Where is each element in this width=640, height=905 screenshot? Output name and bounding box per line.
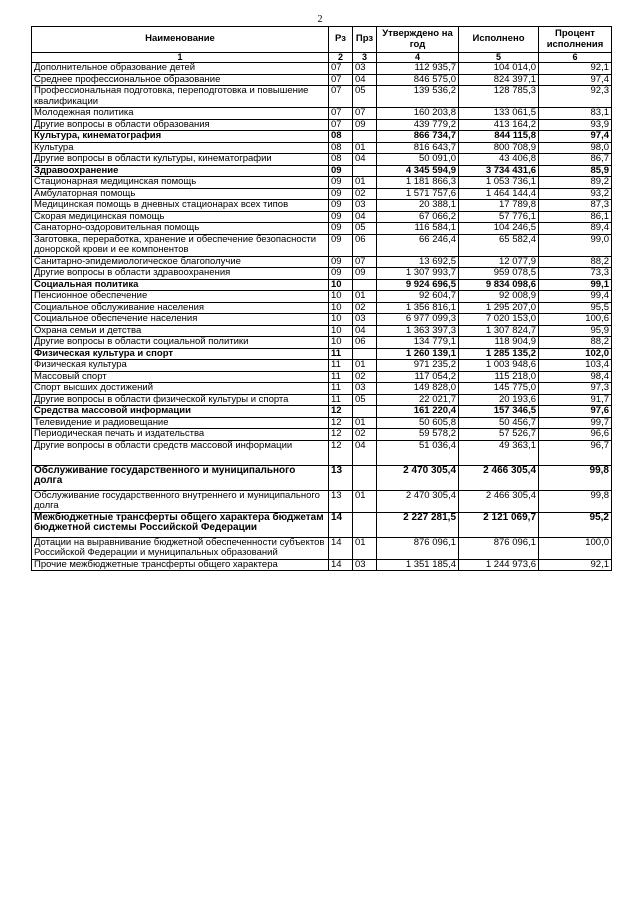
row-plan-cell: 971 235,2 xyxy=(377,360,459,372)
row-name-cell: Социальное обеспечение населения xyxy=(32,314,329,326)
row-plan-cell: 4 345 594,9 xyxy=(377,165,459,177)
row-name-cell: Санитарно-эпидемиологическое благополучие xyxy=(32,256,329,268)
row-plan-cell: 1 307 993,7 xyxy=(377,268,459,280)
table-row xyxy=(32,200,612,212)
table-row xyxy=(32,314,612,326)
row-done-cell: 145 775,0 xyxy=(459,383,539,395)
row-prz-cell: 02 xyxy=(353,429,377,441)
row-done-cell: 92 008,9 xyxy=(459,291,539,303)
row-name-cell: Заготовка, переработка, хранение и обеспечение безопасности донорской крови и ее компонентов xyxy=(32,234,329,256)
row-done-cell: 1 244 973,6 xyxy=(459,559,539,571)
row-rz-cell: 09 xyxy=(329,234,353,256)
table-row xyxy=(32,63,612,75)
row-plan-cell: 13 692,5 xyxy=(377,256,459,268)
row-rz-cell: 10 xyxy=(329,291,353,303)
column-number: 3 xyxy=(353,53,377,63)
row-pct-cell: 96,6 xyxy=(539,429,612,441)
row-pct-cell: 99,8 xyxy=(539,465,612,490)
row-plan-cell: 866 734,7 xyxy=(377,131,459,143)
row-done-cell: 20 193,6 xyxy=(459,394,539,406)
row-plan-cell: 51 036,4 xyxy=(377,440,459,465)
row-rz-cell: 12 xyxy=(329,406,353,418)
row-prz-cell: 01 xyxy=(353,177,377,189)
row-plan-cell: 66 246,4 xyxy=(377,234,459,256)
row-prz-cell: 04 xyxy=(353,440,377,465)
row-done-cell: 413 164,2 xyxy=(459,119,539,131)
row-pct-cell: 83,1 xyxy=(539,108,612,120)
row-name-cell: Спорт высших достижений xyxy=(32,383,329,395)
row-plan-cell: 2 470 305,4 xyxy=(377,465,459,490)
row-name-cell: Другие вопросы в области средств массовой информации xyxy=(32,440,329,465)
row-done-cell: 104 014,0 xyxy=(459,63,539,75)
row-name-cell: Молодежная политика xyxy=(32,108,329,120)
row-done-cell: 1 464 144,4 xyxy=(459,188,539,200)
row-plan-cell: 439 779,2 xyxy=(377,119,459,131)
row-rz-cell: 11 xyxy=(329,348,353,360)
row-plan-cell: 20 388,1 xyxy=(377,200,459,212)
row-rz-cell: 09 xyxy=(329,188,353,200)
row-name-cell: Другие вопросы в области социальной политики xyxy=(32,337,329,349)
row-pct-cell: 92,1 xyxy=(539,559,612,571)
table-row xyxy=(32,142,612,154)
row-name-cell: Культура xyxy=(32,142,329,154)
row-plan-cell: 2 227 281,5 xyxy=(377,512,459,537)
row-name-cell: Охрана семьи и детства xyxy=(32,325,329,337)
row-plan-cell: 846 575,0 xyxy=(377,74,459,86)
table-row xyxy=(32,302,612,314)
row-name-cell: Амбулаторная помощь xyxy=(32,188,329,200)
row-rz-cell: 08 xyxy=(329,131,353,143)
row-plan-cell: 1 351 185,4 xyxy=(377,559,459,571)
column-number: 5 xyxy=(459,53,539,63)
row-prz-cell: 05 xyxy=(353,394,377,406)
row-name-cell: Культура, кинематография xyxy=(32,131,329,143)
row-prz-cell: 06 xyxy=(353,234,377,256)
row-prz-cell: 05 xyxy=(353,223,377,235)
row-pct-cell: 92,1 xyxy=(539,63,612,75)
row-done-cell: 50 456,7 xyxy=(459,417,539,429)
row-done-cell: 17 789,8 xyxy=(459,200,539,212)
table-row xyxy=(32,429,612,441)
row-done-cell: 128 785,3 xyxy=(459,86,539,108)
row-prz-cell: 04 xyxy=(353,74,377,86)
row-pct-cell: 98,0 xyxy=(539,142,612,154)
row-done-cell: 12 077,9 xyxy=(459,256,539,268)
row-rz-cell: 14 xyxy=(329,537,353,559)
row-pct-cell: 89,4 xyxy=(539,223,612,235)
row-prz-cell: 01 xyxy=(353,142,377,154)
row-name-cell: Санаторно-оздоровительная помощь xyxy=(32,223,329,235)
table-row xyxy=(32,559,612,571)
table-row xyxy=(32,211,612,223)
table-row xyxy=(32,268,612,280)
header-prz: Прз xyxy=(353,27,377,53)
row-rz-cell: 09 xyxy=(329,223,353,235)
table-row xyxy=(32,360,612,372)
row-name-cell: Скорая медицинская помощь xyxy=(32,211,329,223)
row-pct-cell: 99,0 xyxy=(539,234,612,256)
row-done-cell: 876 096,1 xyxy=(459,537,539,559)
row-prz-cell: 02 xyxy=(353,371,377,383)
row-prz-cell xyxy=(353,348,377,360)
row-name-cell: Профессиональная подготовка, переподготовка и повышение квалификации xyxy=(32,86,329,108)
row-rz-cell: 10 xyxy=(329,314,353,326)
row-rz-cell: 13 xyxy=(329,490,353,512)
row-plan-cell: 161 220,4 xyxy=(377,406,459,418)
row-plan-cell: 139 536,2 xyxy=(377,86,459,108)
header-plan: Утверждено на год xyxy=(377,27,459,53)
header-pct: Процент исполнения xyxy=(539,27,612,53)
row-plan-cell: 117 054,2 xyxy=(377,371,459,383)
table-row xyxy=(32,325,612,337)
row-plan-cell: 9 924 696,5 xyxy=(377,279,459,291)
row-plan-cell: 1 356 816,1 xyxy=(377,302,459,314)
row-prz-cell: 03 xyxy=(353,200,377,212)
row-name-cell: Прочие межбюджетные трансферты общего характера xyxy=(32,559,329,571)
table-row xyxy=(32,154,612,166)
row-done-cell: 1 003 948,6 xyxy=(459,360,539,372)
row-prz-cell xyxy=(353,279,377,291)
row-plan-cell: 1 363 397,3 xyxy=(377,325,459,337)
table-section-row xyxy=(32,279,612,291)
row-prz-cell: 03 xyxy=(353,314,377,326)
header-rz: Рз xyxy=(329,27,353,53)
row-name-cell: Массовый спорт xyxy=(32,371,329,383)
row-pct-cell: 97,4 xyxy=(539,74,612,86)
row-plan-cell: 92 604,7 xyxy=(377,291,459,303)
row-pct-cell: 99,1 xyxy=(539,279,612,291)
row-plan-cell: 149 828,0 xyxy=(377,383,459,395)
row-prz-cell: 02 xyxy=(353,188,377,200)
row-rz-cell: 10 xyxy=(329,279,353,291)
column-number-row xyxy=(32,53,612,63)
table-row xyxy=(32,108,612,120)
row-done-cell: 1 307 824,7 xyxy=(459,325,539,337)
row-pct-cell: 88,2 xyxy=(539,256,612,268)
table-row xyxy=(32,234,612,256)
row-pct-cell: 100,0 xyxy=(539,537,612,559)
table-row xyxy=(32,291,612,303)
row-done-cell: 844 115,8 xyxy=(459,131,539,143)
column-number: 6 xyxy=(539,53,612,63)
row-name-cell: Дополнительное образование детей xyxy=(32,63,329,75)
row-done-cell: 57 776,1 xyxy=(459,211,539,223)
row-plan-cell: 2 470 305,4 xyxy=(377,490,459,512)
row-rz-cell: 14 xyxy=(329,559,353,571)
row-prz-cell: 01 xyxy=(353,490,377,512)
row-name-cell: Другие вопросы в области культуры, кинематографии xyxy=(32,154,329,166)
row-pct-cell: 95,5 xyxy=(539,302,612,314)
table-row xyxy=(32,490,612,512)
row-plan-cell: 134 779,1 xyxy=(377,337,459,349)
row-rz-cell: 12 xyxy=(329,429,353,441)
table-row xyxy=(32,383,612,395)
row-name-cell: Другие вопросы в области здравоохранения xyxy=(32,268,329,280)
row-pct-cell: 86,7 xyxy=(539,154,612,166)
row-done-cell: 118 904,9 xyxy=(459,337,539,349)
row-pct-cell: 91,7 xyxy=(539,394,612,406)
row-pct-cell: 95,2 xyxy=(539,512,612,537)
row-pct-cell: 99,4 xyxy=(539,291,612,303)
row-done-cell: 2 466 305,4 xyxy=(459,490,539,512)
row-rz-cell: 09 xyxy=(329,165,353,177)
row-pct-cell: 97,3 xyxy=(539,383,612,395)
column-number: 1 xyxy=(32,53,329,63)
row-name-cell: Другие вопросы в области образования xyxy=(32,119,329,131)
table-section-row xyxy=(32,465,612,490)
row-rz-cell: 13 xyxy=(329,465,353,490)
row-done-cell: 65 582,4 xyxy=(459,234,539,256)
row-rz-cell: 11 xyxy=(329,371,353,383)
column-number: 2 xyxy=(329,53,353,63)
row-rz-cell: 12 xyxy=(329,417,353,429)
row-done-cell: 49 363,1 xyxy=(459,440,539,465)
row-done-cell: 9 834 098,6 xyxy=(459,279,539,291)
row-prz-cell: 04 xyxy=(353,211,377,223)
row-name-cell: Физическая культура и спорт xyxy=(32,348,329,360)
row-pct-cell: 102,0 xyxy=(539,348,612,360)
row-pct-cell: 85,9 xyxy=(539,165,612,177)
row-prz-cell: 02 xyxy=(353,302,377,314)
table-section-row xyxy=(32,131,612,143)
row-name-cell: Медицинская помощь в дневных стационарах всех типов xyxy=(32,200,329,212)
row-rz-cell: 08 xyxy=(329,154,353,166)
table-row xyxy=(32,119,612,131)
row-prz-cell: 01 xyxy=(353,537,377,559)
table-row xyxy=(32,440,612,465)
row-rz-cell: 09 xyxy=(329,268,353,280)
row-prz-cell xyxy=(353,512,377,537)
table-row xyxy=(32,417,612,429)
row-name-cell: Социальная политика xyxy=(32,279,329,291)
row-rz-cell: 07 xyxy=(329,86,353,108)
row-plan-cell: 22 021,7 xyxy=(377,394,459,406)
row-plan-cell: 876 096,1 xyxy=(377,537,459,559)
table-section-row xyxy=(32,165,612,177)
row-name-cell: Обслуживание государственного и муниципального долга xyxy=(32,465,329,490)
row-done-cell: 104 246,5 xyxy=(459,223,539,235)
row-plan-cell: 1 181 866,3 xyxy=(377,177,459,189)
row-prz-cell: 05 xyxy=(353,86,377,108)
row-pct-cell: 103,4 xyxy=(539,360,612,372)
row-done-cell: 57 526,7 xyxy=(459,429,539,441)
row-rz-cell: 09 xyxy=(329,177,353,189)
row-plan-cell: 112 935,7 xyxy=(377,63,459,75)
table-row xyxy=(32,537,612,559)
table-row xyxy=(32,337,612,349)
row-pct-cell: 86,1 xyxy=(539,211,612,223)
row-pct-cell: 95,9 xyxy=(539,325,612,337)
row-prz-cell xyxy=(353,406,377,418)
row-pct-cell: 97,4 xyxy=(539,131,612,143)
row-rz-cell: 12 xyxy=(329,440,353,465)
row-prz-cell: 03 xyxy=(353,559,377,571)
table-section-row xyxy=(32,406,612,418)
row-pct-cell: 89,2 xyxy=(539,177,612,189)
row-done-cell: 157 346,5 xyxy=(459,406,539,418)
table-section-row xyxy=(32,512,612,537)
row-name-cell: Дотации на выравнивание бюджетной обеспеченности субъектов Российской Федерации и муниципальных образований xyxy=(32,537,329,559)
header-name: Наименование xyxy=(32,27,329,53)
table-row xyxy=(32,86,612,108)
row-pct-cell: 99,7 xyxy=(539,417,612,429)
table-body xyxy=(32,63,612,571)
table-row xyxy=(32,371,612,383)
row-done-cell: 1 053 736,1 xyxy=(459,177,539,189)
row-done-cell: 824 397,1 xyxy=(459,74,539,86)
row-pct-cell: 93,9 xyxy=(539,119,612,131)
header-done: Исполнено xyxy=(459,27,539,53)
row-pct-cell: 87,3 xyxy=(539,200,612,212)
row-name-cell: Стационарная медицинская помощь xyxy=(32,177,329,189)
row-rz-cell: 07 xyxy=(329,74,353,86)
row-rz-cell: 11 xyxy=(329,383,353,395)
row-rz-cell: 09 xyxy=(329,256,353,268)
row-done-cell: 43 406,8 xyxy=(459,154,539,166)
row-rz-cell: 10 xyxy=(329,302,353,314)
row-done-cell: 2 121 069,7 xyxy=(459,512,539,537)
row-plan-cell: 59 578,2 xyxy=(377,429,459,441)
row-plan-cell: 116 584,1 xyxy=(377,223,459,235)
column-number: 4 xyxy=(377,53,459,63)
row-name-cell: Социальное обслуживание населения xyxy=(32,302,329,314)
row-pct-cell: 99,8 xyxy=(539,490,612,512)
row-pct-cell: 100,6 xyxy=(539,314,612,326)
table-section-row xyxy=(32,348,612,360)
row-done-cell: 133 061,5 xyxy=(459,108,539,120)
row-rz-cell: 10 xyxy=(329,325,353,337)
row-done-cell: 115 218,0 xyxy=(459,371,539,383)
row-done-cell: 959 078,5 xyxy=(459,268,539,280)
row-prz-cell: 07 xyxy=(353,256,377,268)
row-pct-cell: 92,3 xyxy=(539,86,612,108)
row-rz-cell: 07 xyxy=(329,119,353,131)
row-pct-cell: 98,4 xyxy=(539,371,612,383)
row-prz-cell: 04 xyxy=(353,154,377,166)
row-prz-cell: 03 xyxy=(353,63,377,75)
row-name-cell: Телевидение и радиовещание xyxy=(32,417,329,429)
row-prz-cell xyxy=(353,165,377,177)
row-done-cell: 1 295 207,0 xyxy=(459,302,539,314)
row-rz-cell: 10 xyxy=(329,337,353,349)
row-pct-cell: 97,6 xyxy=(539,406,612,418)
row-done-cell: 2 466 305,4 xyxy=(459,465,539,490)
row-rz-cell: 14 xyxy=(329,512,353,537)
row-done-cell: 1 285 135,2 xyxy=(459,348,539,360)
row-plan-cell: 1 571 757,6 xyxy=(377,188,459,200)
row-rz-cell: 09 xyxy=(329,200,353,212)
row-rz-cell: 07 xyxy=(329,63,353,75)
row-prz-cell: 01 xyxy=(353,360,377,372)
row-prz-cell: 09 xyxy=(353,268,377,280)
row-prz-cell: 03 xyxy=(353,383,377,395)
row-prz-cell: 06 xyxy=(353,337,377,349)
row-name-cell: Обслуживание государственного внутреннего и муниципального долга xyxy=(32,490,329,512)
row-done-cell: 7 020 153,0 xyxy=(459,314,539,326)
row-pct-cell: 93,2 xyxy=(539,188,612,200)
page-number: 2 xyxy=(317,14,323,25)
row-prz-cell xyxy=(353,465,377,490)
row-pct-cell: 73,3 xyxy=(539,268,612,280)
row-done-cell: 800 708,9 xyxy=(459,142,539,154)
row-pct-cell: 88,2 xyxy=(539,337,612,349)
table-row xyxy=(32,188,612,200)
row-plan-cell: 67 066,2 xyxy=(377,211,459,223)
row-name-cell: Пенсионное обеспечение xyxy=(32,291,329,303)
row-rz-cell: 11 xyxy=(329,360,353,372)
row-name-cell: Другие вопросы в области физической культуры и спорта xyxy=(32,394,329,406)
budget-execution-table xyxy=(31,26,612,571)
table-row xyxy=(32,74,612,86)
row-prz-cell: 09 xyxy=(353,119,377,131)
row-name-cell: Физическая культура xyxy=(32,360,329,372)
row-prz-cell xyxy=(353,131,377,143)
row-prz-cell: 01 xyxy=(353,291,377,303)
table-header-row xyxy=(32,27,612,53)
row-plan-cell: 50 091,0 xyxy=(377,154,459,166)
table-row xyxy=(32,394,612,406)
row-rz-cell: 07 xyxy=(329,108,353,120)
row-rz-cell: 11 xyxy=(329,394,353,406)
table-row xyxy=(32,177,612,189)
row-rz-cell: 09 xyxy=(329,211,353,223)
row-prz-cell: 07 xyxy=(353,108,377,120)
row-name-cell: Средства массовой информации xyxy=(32,406,329,418)
row-name-cell: Периодическая печать и издательства xyxy=(32,429,329,441)
row-pct-cell: 96,7 xyxy=(539,440,612,465)
row-prz-cell: 04 xyxy=(353,325,377,337)
row-name-cell: Здравоохранение xyxy=(32,165,329,177)
row-name-cell: Межбюджетные трансферты общего характера бюджетам бюджетной системы Российской Федерации xyxy=(32,512,329,537)
row-rz-cell: 08 xyxy=(329,142,353,154)
row-name-cell: Среднее профессиональное образование xyxy=(32,74,329,86)
row-done-cell: 3 734 431,6 xyxy=(459,165,539,177)
row-plan-cell: 816 643,7 xyxy=(377,142,459,154)
table-row xyxy=(32,223,612,235)
row-plan-cell: 1 260 139,1 xyxy=(377,348,459,360)
row-plan-cell: 160 203,8 xyxy=(377,108,459,120)
row-prz-cell: 01 xyxy=(353,417,377,429)
row-plan-cell: 50 605,8 xyxy=(377,417,459,429)
table-row xyxy=(32,256,612,268)
row-plan-cell: 6 977 099,3 xyxy=(377,314,459,326)
